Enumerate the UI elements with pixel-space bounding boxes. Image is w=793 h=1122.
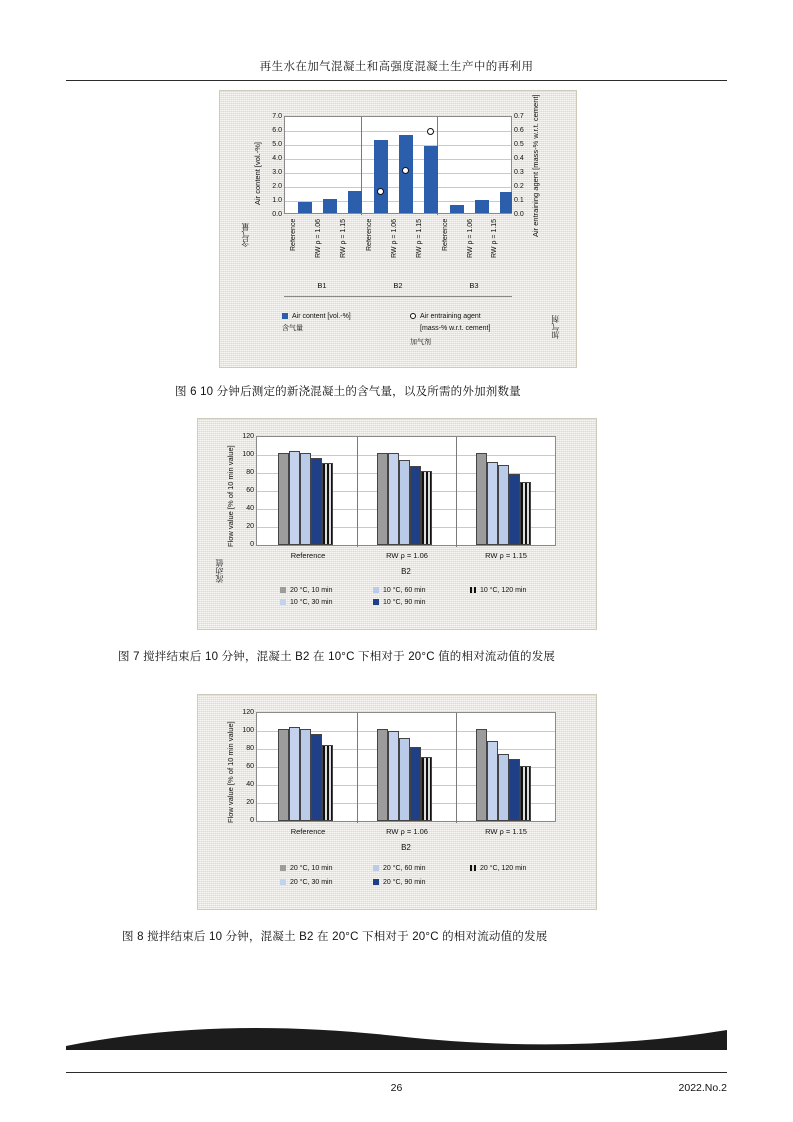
fig8-ytick: 0 <box>250 817 254 824</box>
fig7-plot-area <box>256 436 556 546</box>
bar-flow-value <box>278 453 289 545</box>
fig6-legend-aea <box>410 313 481 322</box>
legend-label: 20 °C, 60 min <box>383 865 426 872</box>
fig7-legend-item <box>470 587 526 596</box>
header-divider <box>66 80 727 81</box>
fig6-ytick-right: 0.2 <box>514 183 524 190</box>
bar-flow-value <box>399 460 410 545</box>
legend-label: 10 °C, 120 min <box>480 587 527 594</box>
fig6-ytick-right: 0.7 <box>514 113 524 120</box>
fig7-ytick: 60 <box>246 487 254 494</box>
legend-label: 10 °C, 30 min <box>290 599 333 606</box>
bar-flow-value <box>300 453 311 545</box>
fig8-group-label: B2 <box>401 843 411 852</box>
fig6-plot-area <box>284 116 512 214</box>
group-separator <box>456 713 457 823</box>
fig6-ytick: 5.0 <box>272 141 282 148</box>
legend-swatch-icon <box>282 313 288 319</box>
marker-air-entraining-agent <box>402 167 409 174</box>
fig7-ytick: 100 <box>242 451 254 458</box>
legend-label: 20 °C, 10 min <box>290 865 333 872</box>
fig6-legend-aea-unit: [mass-% w.r.t. cement] <box>420 325 491 332</box>
bar-flow-value <box>509 474 520 545</box>
fig6-category-label: Reference <box>366 219 373 252</box>
fig6-group-label: B2 <box>393 281 403 290</box>
fig6-category-label: RW ρ = 1.15 <box>491 219 498 259</box>
fig6-legend-air-content-cn: 含气量 <box>282 325 303 332</box>
bar-flow-value <box>388 453 399 545</box>
fig6-category-label: Reference <box>442 219 449 252</box>
legend-swatch-icon <box>373 865 379 871</box>
fig7-category-label: Reference <box>290 551 326 560</box>
bar-air-content <box>399 135 413 213</box>
fig6-ytick: 1.0 <box>272 197 282 204</box>
legend-label: 10 °C, 60 min <box>383 587 426 594</box>
fig6-y2-axis-label: Air entraining agent [mass-% w.r.t. cement] <box>531 94 540 237</box>
fig6-ytick-right: 0.0 <box>514 211 524 218</box>
legend-label: 20 °C, 90 min <box>383 879 426 886</box>
bar-air-content <box>424 146 438 213</box>
fig8-legend-item <box>470 865 526 874</box>
fig8-legend-item <box>280 879 333 888</box>
bar-flow-value <box>311 458 322 545</box>
fig7-legend-item <box>373 599 426 608</box>
fig6-category-label: RW ρ = 1.15 <box>416 219 423 259</box>
bar-air-content <box>323 199 337 213</box>
page-header: 再生水在加气混凝土和高强度混凝土生产中的再利用 <box>259 61 534 73</box>
fig8-ytick: 40 <box>246 781 254 788</box>
figure-7-caption: 图 7 搅拌结束后 10 分钟，混凝土 B2 在 10°C 下相对于 20°C 值的相对流动值的发展 <box>118 651 556 663</box>
fig6-category-label: RW ρ = 1.06 <box>467 219 474 259</box>
bar-flow-value <box>289 727 300 821</box>
fig8-ytick: 100 <box>242 727 254 734</box>
legend-swatch-icon <box>373 587 379 593</box>
bar-air-content <box>450 205 464 213</box>
group-separator <box>357 713 358 823</box>
fig6-y-axis-label: Air content [vol.-%] <box>253 142 262 206</box>
legend-label: Air content [vol.-%] <box>292 313 351 320</box>
fig6-ytick: 2.0 <box>272 183 282 190</box>
legend-swatch-icon <box>280 865 286 871</box>
fig6-legend-aea-cn: 加气剂 <box>410 339 431 346</box>
gridline <box>285 173 511 174</box>
fig7-ytick: 80 <box>246 469 254 476</box>
fig7-ytick: 40 <box>246 505 254 512</box>
figure-6-image <box>219 90 577 368</box>
fig7-legend-item <box>280 599 333 608</box>
legend-label: 20 °C, 10 min <box>290 587 333 594</box>
page-number: 26 <box>390 1082 403 1094</box>
fig6-ytick: 4.0 <box>272 155 282 162</box>
fig6-category-label: RW ρ = 1.06 <box>391 219 398 259</box>
bar-flow-value <box>399 738 410 821</box>
footer-divider <box>66 1072 727 1073</box>
bar-air-content <box>348 191 362 213</box>
bar-flow-value <box>311 734 322 821</box>
fig8-legend-item <box>373 879 426 888</box>
bar-flow-value <box>300 729 311 821</box>
fig8-ytick: 80 <box>246 745 254 752</box>
fig6-ytick: 6.0 <box>272 127 282 134</box>
fig8-legend-item <box>373 865 426 874</box>
figure-6-caption: 图 6 10 分钟后测定的新浇混凝土的含气量，以及所需的外加剂数量 <box>175 386 521 398</box>
bar-flow-value <box>377 729 388 821</box>
fig7-category-label: RW ρ = 1.06 <box>386 551 428 560</box>
fig8-plot-area <box>256 712 556 822</box>
fig8-ytick: 120 <box>242 709 254 716</box>
legend-swatch-icon <box>470 587 476 593</box>
bar-flow-value <box>487 741 498 821</box>
bar-flow-value <box>388 731 399 821</box>
legend-swatch-icon <box>373 879 379 885</box>
bar-flow-value <box>509 759 520 821</box>
fig6-group-label: B1 <box>317 281 327 290</box>
bar-flow-value <box>487 462 498 545</box>
fig6-ytick-right: 0.5 <box>514 141 524 148</box>
gridline <box>285 159 511 160</box>
gridline <box>285 145 511 146</box>
fig6-y2-axis-label-cn: 加气剂 <box>551 315 560 339</box>
fig8-y-axis-label: Flow value [% of 10 min value] <box>226 721 235 823</box>
marker-air-entraining-agent <box>427 128 434 135</box>
figure-8-image <box>197 694 597 910</box>
marker-air-entraining-agent <box>377 188 384 195</box>
fig7-category-label: RW ρ = 1.15 <box>485 551 527 560</box>
fig6-ytick: 7.0 <box>272 113 282 120</box>
fig8-ytick: 20 <box>246 799 254 806</box>
bar-flow-value <box>498 754 509 821</box>
fig7-ytick: 20 <box>246 523 254 530</box>
bar-flow-value <box>520 482 531 545</box>
fig6-axis-bottom <box>284 296 512 297</box>
bar-flow-value <box>410 747 421 821</box>
fig6-ytick-right: 0.1 <box>514 197 524 204</box>
bar-air-content <box>374 140 388 213</box>
legend-swatch-icon <box>280 587 286 593</box>
figure-7-image <box>197 418 597 630</box>
bar-flow-value <box>322 745 333 821</box>
fig6-group-label: B3 <box>469 281 479 290</box>
legend-swatch-icon <box>470 865 476 871</box>
fig8-legend-item <box>280 865 333 874</box>
fig6-ytick-right: 0.4 <box>514 155 524 162</box>
bar-air-content <box>298 202 312 213</box>
bar-flow-value <box>278 729 289 821</box>
bar-air-content <box>500 192 512 213</box>
bar-flow-value <box>476 729 487 821</box>
bar-flow-value <box>476 453 487 545</box>
fig8-category-label: RW ρ = 1.15 <box>485 827 527 836</box>
fig8-category-label: RW ρ = 1.06 <box>386 827 428 836</box>
gridline <box>285 131 511 132</box>
fig6-ytick: 3.0 <box>272 169 282 176</box>
bar-flow-value <box>421 471 432 545</box>
legend-label: 10 °C, 90 min <box>383 599 426 606</box>
legend-swatch-icon <box>280 879 286 885</box>
legend-label: 20 °C, 30 min <box>290 879 333 886</box>
bar-flow-value <box>421 757 432 821</box>
fig6-category-label: RW ρ = 1.15 <box>340 219 347 259</box>
group-separator <box>357 437 358 547</box>
fig7-group-label: B2 <box>401 567 411 576</box>
fig6-ytick-right: 0.3 <box>514 169 524 176</box>
legend-swatch-icon <box>280 599 286 605</box>
bar-flow-value <box>498 465 509 545</box>
legend-label: 20 °C, 120 min <box>480 865 527 872</box>
bar-flow-value <box>289 451 300 545</box>
issue-number: 2022.No.2 <box>678 1082 727 1094</box>
fig7-y-axis-label: Flow value [% of 10 min value] <box>226 445 235 547</box>
bar-flow-value <box>520 766 531 821</box>
bar-flow-value <box>410 466 421 545</box>
figure-8-caption: 图 8 搅拌结束后 10 分钟，混凝土 B2 在 20°C 下相对于 20°C 的相对流动值的发展 <box>122 931 548 943</box>
fig7-legend-item <box>373 587 426 596</box>
legend-circle-icon <box>410 313 416 319</box>
fig6-category-label: Reference <box>290 219 297 252</box>
fig6-y-axis-label-cn: 含气量 <box>241 223 250 247</box>
gridline <box>285 187 511 188</box>
fig8-category-label: Reference <box>290 827 326 836</box>
fig7-ytick: 120 <box>242 433 254 440</box>
fig6-category-label: RW ρ = 1.06 <box>315 219 322 259</box>
footer-wave-decoration <box>66 1020 727 1050</box>
group-separator <box>456 437 457 547</box>
legend-swatch-icon <box>373 599 379 605</box>
bar-flow-value <box>322 463 333 545</box>
bar-flow-value <box>377 453 388 545</box>
fig8-ytick: 60 <box>246 763 254 770</box>
legend-label: Air entraining agent <box>420 313 481 320</box>
fig7-legend-item <box>280 587 333 596</box>
fig7-y-axis-label-cn: 流动值 <box>215 559 224 583</box>
bar-air-content <box>475 200 489 213</box>
fig7-ytick: 0 <box>250 541 254 548</box>
fig6-ytick: 0.0 <box>272 211 282 218</box>
fig6-legend-air-content <box>282 313 351 322</box>
fig6-ytick-right: 0.6 <box>514 127 524 134</box>
